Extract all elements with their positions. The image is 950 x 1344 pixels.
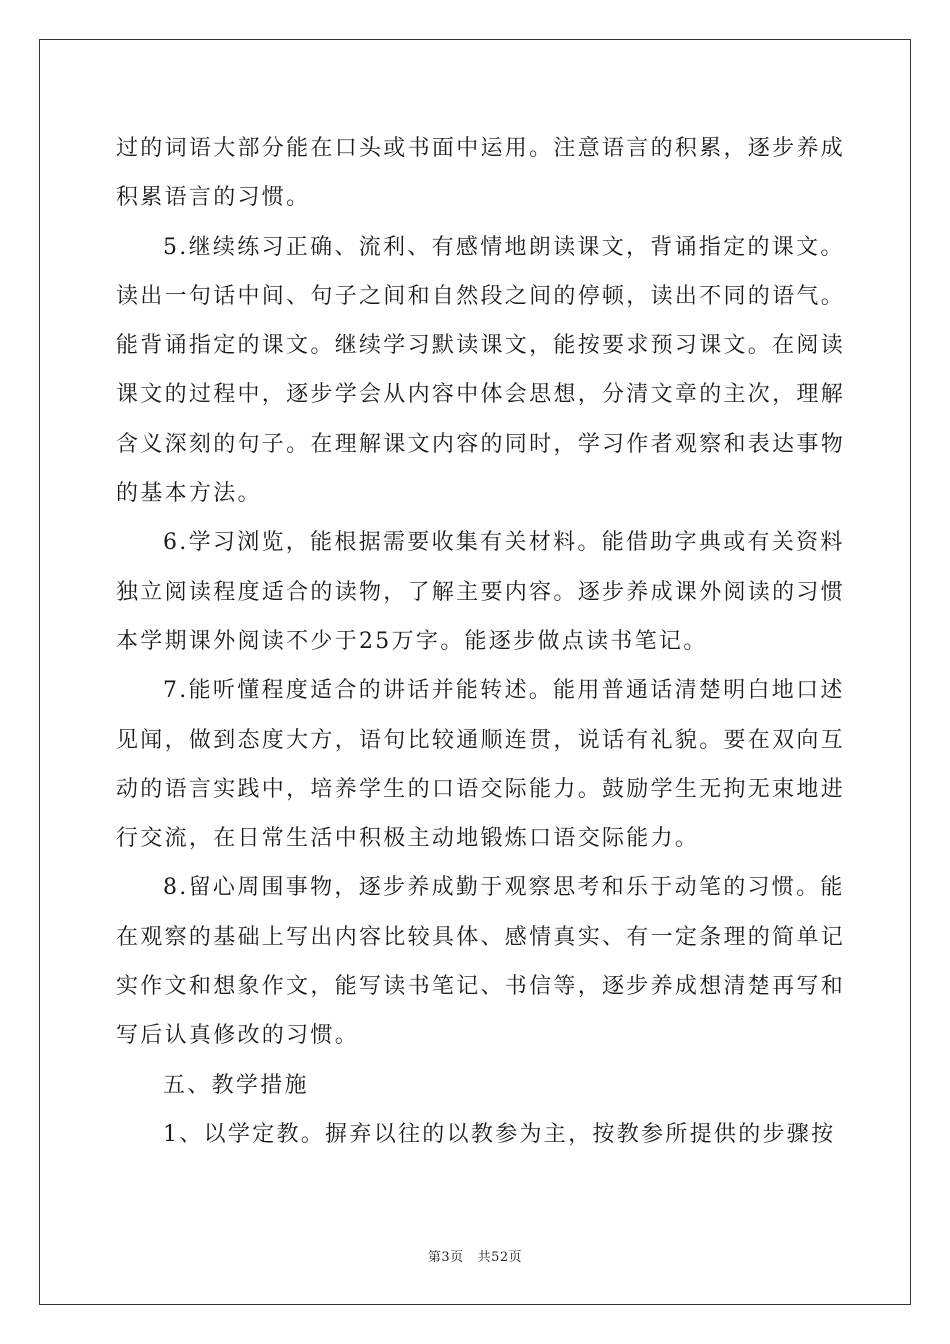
text-line: 的基本方法。 — [116, 481, 262, 507]
document-body — [116, 124, 846, 1159]
page-footer — [0, 1246, 950, 1265]
text-line: 1、以学定教。摒弃以往的以教参为主，按教参所提供的步骤按 — [163, 1121, 836, 1147]
text-line: 能背诵指定的课文。继续学习默读课文，能按要求预习课文。在阅读 — [116, 333, 846, 359]
page-total: 共52页 — [477, 1250, 523, 1265]
text-line: 独立阅读程度适合的读物，了解主要内容。逐步养成课外阅读的习惯 — [116, 579, 846, 605]
text-line: 行交流，在日常生活中积极主动地锻炼口语交际能力。 — [116, 826, 700, 852]
text-line: 写后认真修改的习惯。 — [116, 1023, 360, 1049]
text-line: 7.能听懂程度适合的讲话并能转述。能用普通话清楚明白地口述 — [163, 678, 845, 704]
text-line: 过的词语大部分能在口头或书面中运用。注意语言的积累，逐步养成 — [116, 136, 846, 161]
text-line: 在观察的基础上写出内容比较具体、感情真实、有一定条理的简单记 — [116, 924, 846, 950]
text-line: 6.学习浏览，能根据需要收集有关材料。能借助字典或有关资料 — [163, 530, 845, 556]
page-number: 第3页 — [427, 1250, 464, 1265]
section-heading: 五、教学措施 — [163, 1072, 309, 1098]
text-line: 8.留心周围事物，逐步养成勤于观察思考和乐于动笔的习惯。能 — [163, 875, 845, 901]
text-line: 积累语言的习惯。 — [116, 185, 311, 211]
text-line: 含义深刻的句子。在理解课文内容的同时，学习作者观察和表达事物 — [116, 431, 846, 457]
text-line: 实作文和想象作文，能写读书笔记、书信等，逐步养成想清楚再写和 — [116, 974, 846, 1000]
text-line: 见闻，做到态度大方，语句比较通顺连贯，说话有礼貌。要在双向互 — [116, 727, 846, 753]
text-line: 读出一句话中间、句子之间和自然段之间的停顿，读出不同的语气。 — [116, 283, 846, 309]
text-line: 本学期课外阅读不少于25万字。能逐步做点读书笔记。 — [116, 628, 708, 654]
text-line: 课文的过程中，逐步学会从内容中体会思想，分清文章的主次，理解 — [116, 382, 846, 408]
text-line: 5.继续练习正确、流利、有感情地朗读课文，背诵指定的课文。 — [163, 234, 845, 260]
text-line: 动的语言实践中，培养学生的口语交际能力。鼓励学生无拘无束地进 — [116, 776, 846, 802]
